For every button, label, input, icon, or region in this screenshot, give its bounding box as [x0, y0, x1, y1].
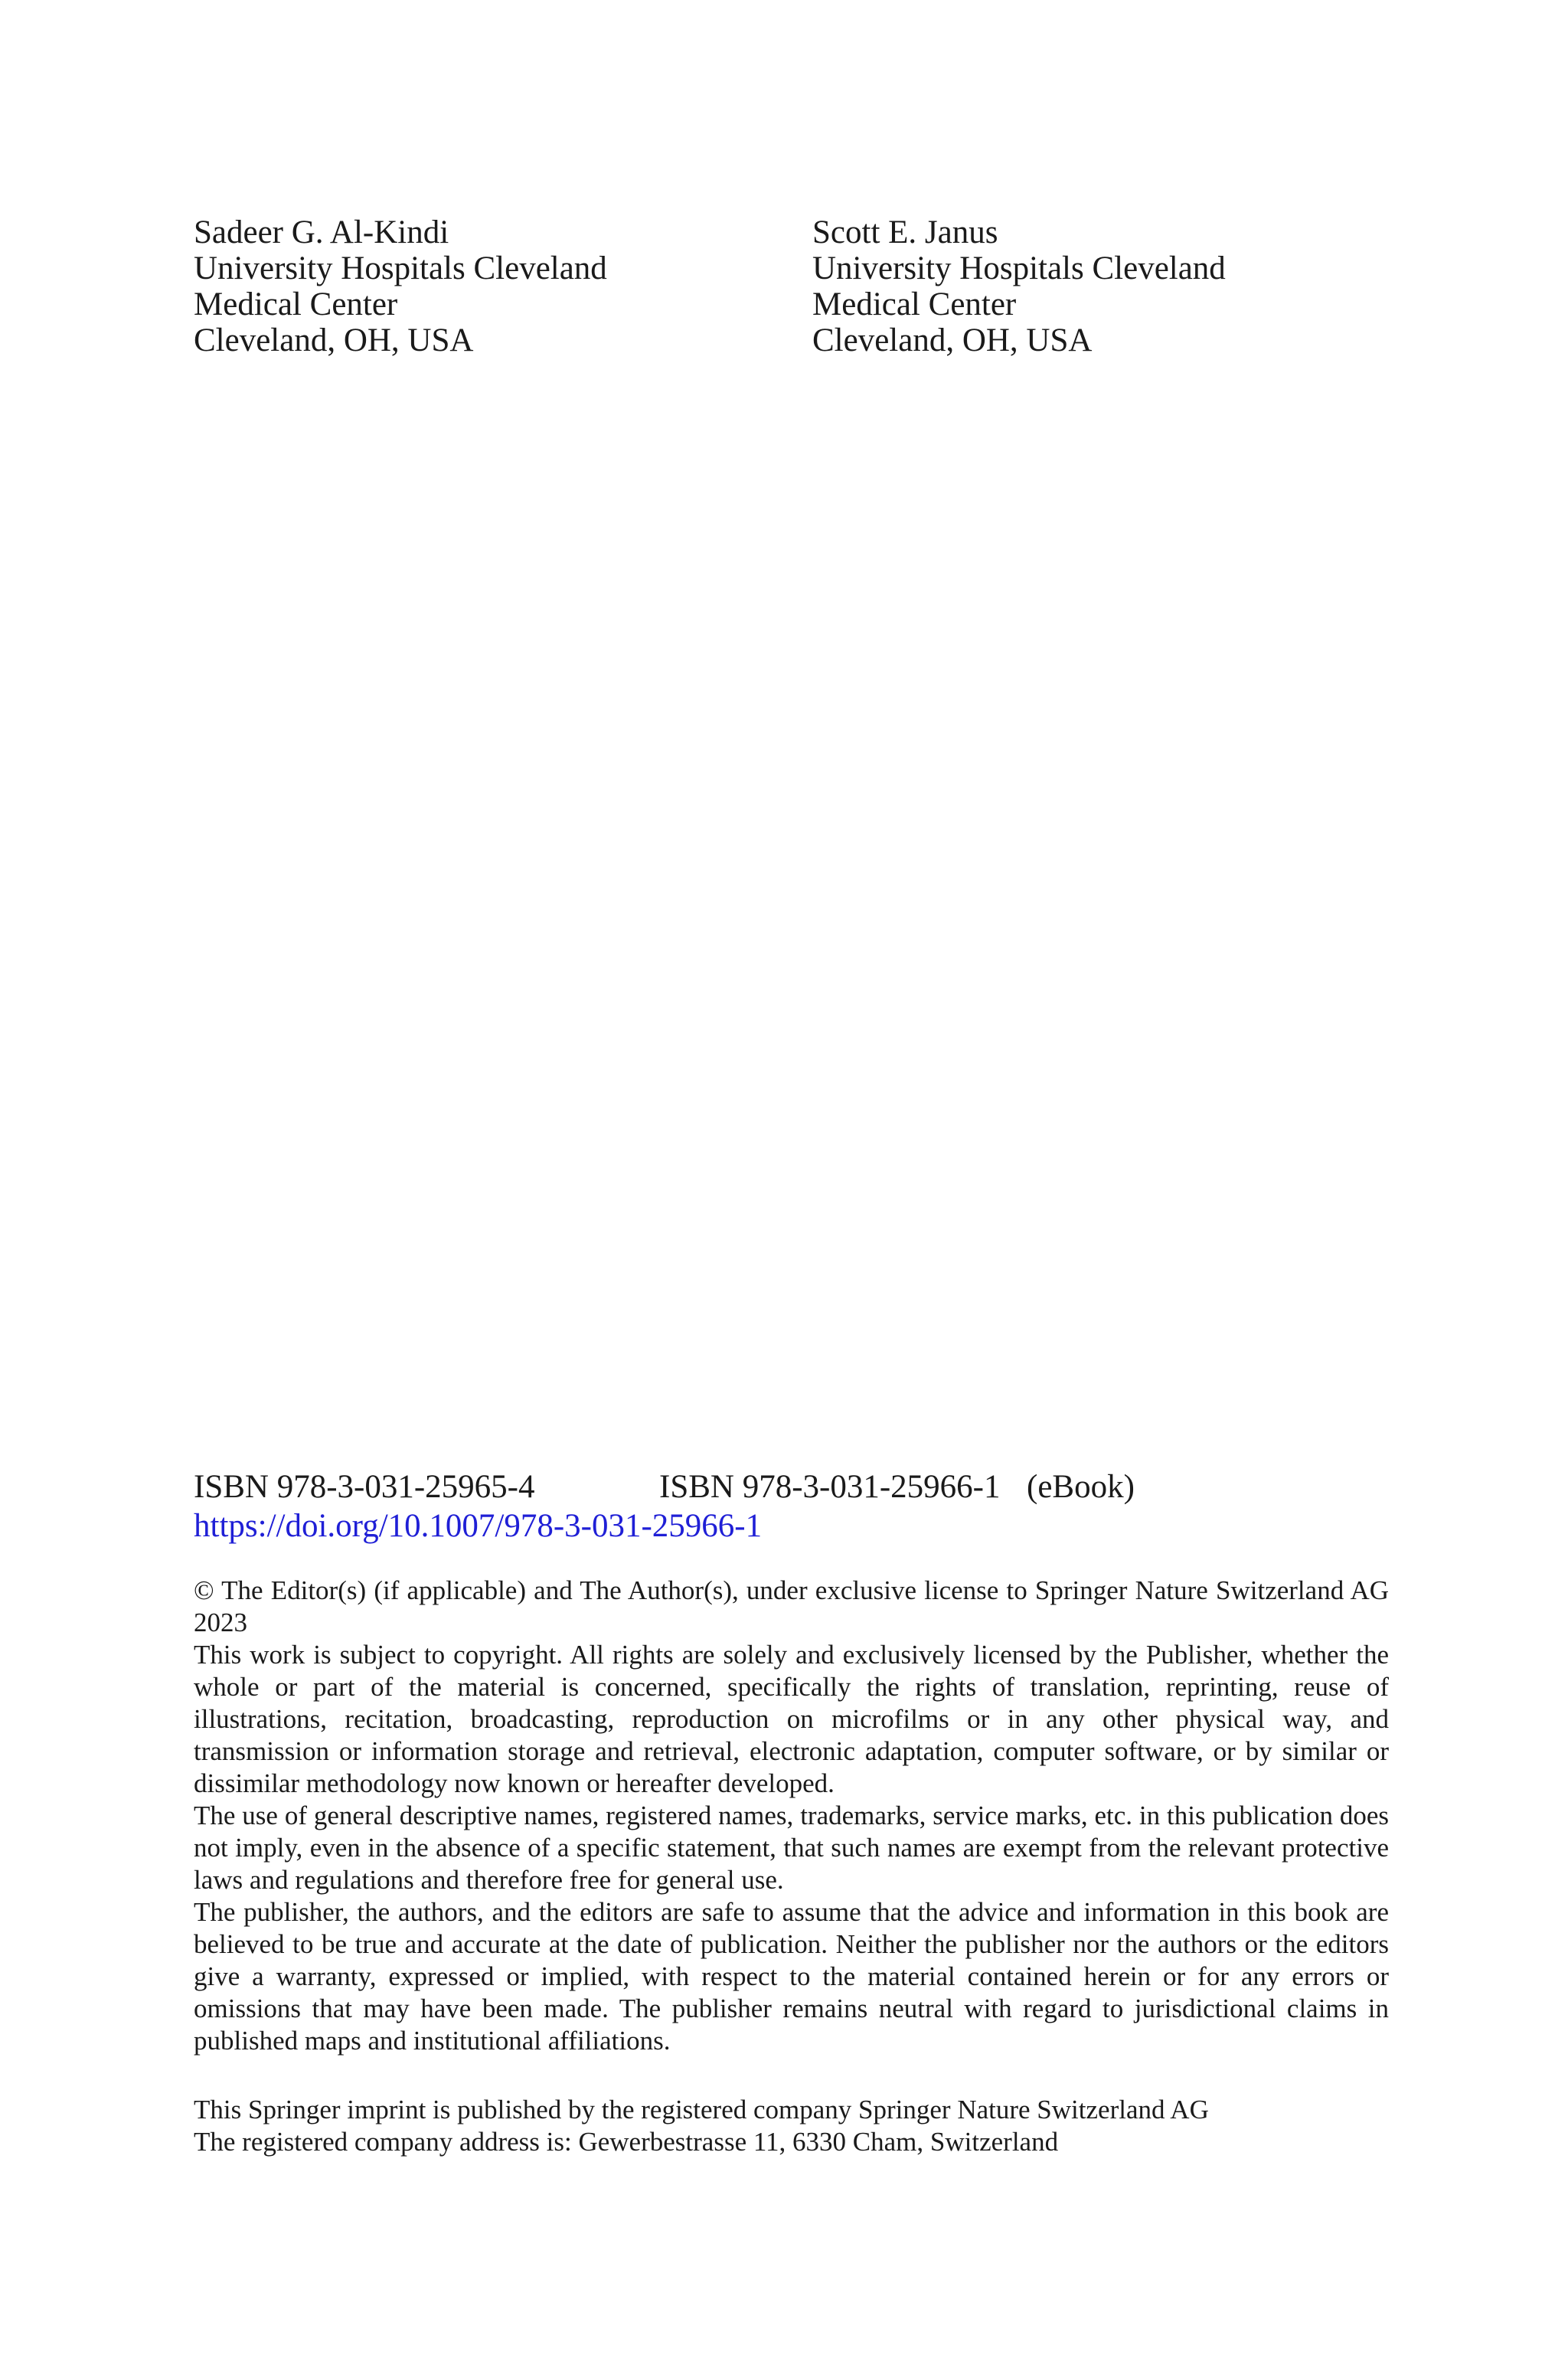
- editor-name: Sadeer G. Al-Kindi: [194, 214, 449, 250]
- trademark-statement: The use of general descriptive names, registered names, trademarks, service marks, etc. in this publication does not imply, even in the absence of a specific statement, that such names are exempt from the relevant protective laws and regulations and therefore free for general use.: [194, 1801, 1389, 1895]
- copyright-notice: © The Editor(s) (if applicable) and The Author(s), under exclusive license to Springer Nature Switzerland AG 2023: [194, 1575, 1389, 1637]
- isbn-ebook: ISBN 978-3-031-25966-1: [659, 1469, 1001, 1505]
- editor-affiliation-line1: University Hospitals Cleveland: [812, 250, 1226, 286]
- legal-notice: [194, 1575, 1389, 2057]
- imprint-publisher: This Springer imprint is published by the registered company Springer Nature Switzerland AG: [194, 2095, 1209, 2124]
- editor-location: Cleveland, OH, USA: [812, 322, 1093, 358]
- editor-affiliation-line2: Medical Center: [812, 286, 1017, 322]
- editor-affiliation-line2: Medical Center: [194, 286, 398, 322]
- imprint-info: [194, 2094, 1209, 2158]
- doi-link[interactable]: https://doi.org/10.1007/978-3-031-25966-1: [194, 1508, 763, 1544]
- editor-location: Cleveland, OH, USA: [194, 322, 474, 358]
- editor-name: Scott E. Janus: [812, 214, 998, 250]
- isbn-ebook-format: (eBook): [1027, 1469, 1135, 1505]
- isbn-print: ISBN 978-3-031-25965-4: [194, 1469, 535, 1505]
- imprint-address: The registered company address is: Gewerbestrasse 11, 6330 Cham, Switzerland: [194, 2127, 1059, 2157]
- disclaimer-statement: The publisher, the authors, and the editors are safe to assume that the advice and information in this book are believed to be true and accurate at the date of publication. Neither the publisher nor the authors or the editors give a warranty, expressed or implied, with respect to the material contained herein or for any errors or omissions that may have been made. The publisher remains neutral with regard to jurisdictional claims in published maps and institutional affiliations.: [194, 1897, 1389, 2056]
- rights-statement: This work is subject to copyright. All rights are solely and exclusively licensed by the Publisher, whether the whole or part of the material is concerned, specifically the rights of translation, reprinting, reuse of illustrations, recitation, broadcasting, reproduction on microfilms or in any other physical way, and transmission or information storage and retrieval, electronic adaptation, computer software, or by similar or dissimilar methodology now known or hereafter developed.: [194, 1640, 1389, 1798]
- editor-affiliation-line1: University Hospitals Cleveland: [194, 250, 607, 286]
- editor-block-al-kindi: [194, 214, 607, 358]
- editor-block-janus: [812, 214, 1226, 358]
